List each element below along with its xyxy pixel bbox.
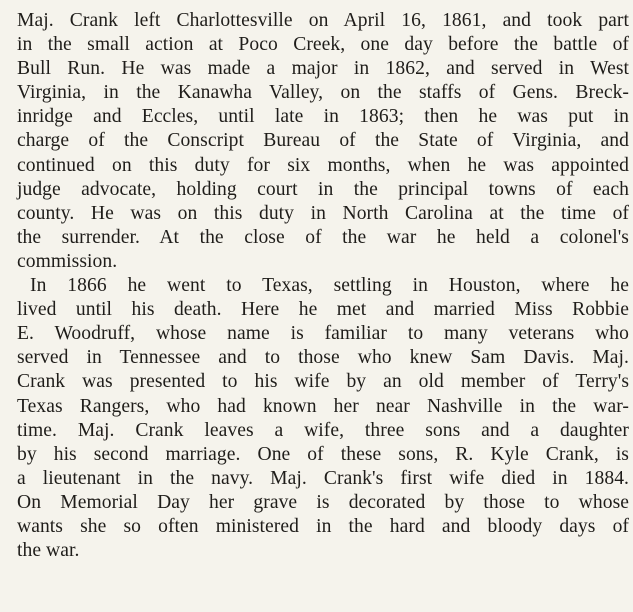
paragraph-1-line-10: the surrender. At the close of the war he held a colonel's (17, 226, 629, 248)
paragraph-2-line-9: a lieutenant in the navy. Maj. Crank's first wife died in 1884. (17, 467, 629, 489)
paragraph-2-line-5: Crank was presented to his wife by an old member of Terry's (17, 371, 629, 393)
paragraph-2-line-11: wants she so often ministered in the hard and bloody days of (17, 515, 629, 537)
paragraph-2-line-4: served in Tennessee and to those who knew Sam Davis. Maj. (17, 347, 629, 369)
paragraph-2-line-7: time. Maj. Crank leaves a wife, three sons and a daughter (17, 419, 629, 441)
paragraph-2-line-6: Texas Rangers, who had known her near Nashville in the war- (17, 395, 629, 417)
paragraph-1-line-8: judge advocate, holding court in the principal towns of each (17, 178, 629, 200)
paragraph-1-line-4: Virginia, in the Kanawha Valley, on the staffs of Gens. Breck- (17, 82, 629, 104)
paragraph-2-line-12: the war. (17, 540, 80, 562)
paragraph-2-line-8: by his second marriage. One of these sons, R. Kyle Crank, is (17, 443, 629, 465)
article-body (17, 9, 629, 563)
paragraph-1-line-6: charge of the Conscript Bureau of the State of Virginia, and (17, 130, 629, 152)
paragraph-1-line-7: continued on this duty for six months, when he was appointed (17, 154, 629, 176)
paragraph-2-line-1: In 1866 he went to Texas, settling in Houston, where he (30, 275, 629, 297)
paragraph-1-line-2: in the small action at Poco Creek, one day before the battle of (17, 34, 629, 56)
paragraph-2-line-10: On Memorial Day her grave is decorated by those to whose (17, 491, 629, 513)
paragraph-2-line-2: lived until his death. Here he met and married Miss Robbie (17, 299, 629, 321)
paragraph-1-line-3: Bull Run. He was made a major in 1862, and served in West (17, 58, 629, 80)
paragraph-2 (17, 274, 629, 563)
paragraph-1-line-11: commission. (17, 250, 118, 272)
paragraph-1-line-1: Maj. Crank left Charlottesville on April 16, 1861, and took part (17, 10, 629, 31)
paragraph-2-line-3: E. Woodruff, whose name is familiar to many veterans who (17, 323, 629, 345)
paragraph-1-line-9: county. He was on this duty in North Carolina at the time of (17, 202, 629, 224)
paragraph-1-line-5: inridge and Eccles, until late in 1863; then he was put in (17, 106, 629, 128)
paragraph-1 (17, 9, 629, 274)
